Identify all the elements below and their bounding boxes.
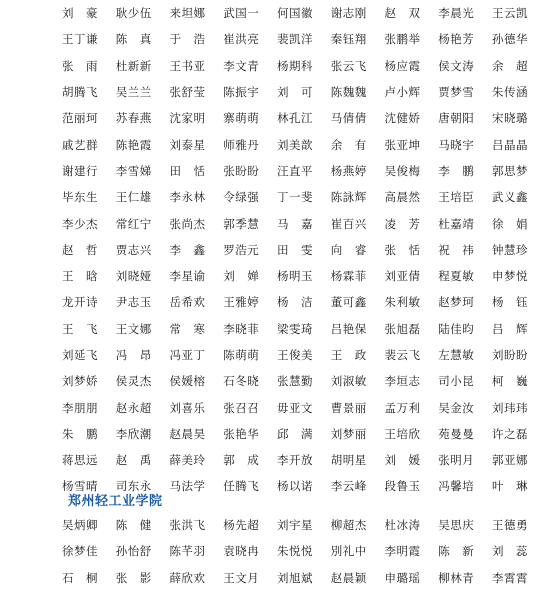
person-name: 李霄霄 xyxy=(492,570,528,585)
person-name: 左慧敏 xyxy=(438,348,475,362)
name-row xyxy=(62,184,528,210)
name-row xyxy=(62,131,528,157)
person-name: 陈 新 xyxy=(438,544,475,559)
person-name: 常 寒 xyxy=(169,321,206,336)
person-name: 杜冰涛 xyxy=(384,518,421,533)
person-name: 刘美歆 xyxy=(277,137,313,152)
name-row xyxy=(62,158,528,184)
person-name: 李云峰 xyxy=(330,479,367,494)
person-name: 何国徽 xyxy=(277,6,313,21)
name-row xyxy=(62,512,528,538)
person-name: 李开放 xyxy=(277,453,313,468)
person-name: 耿少伍 xyxy=(115,6,152,21)
person-name: 李 鹏 xyxy=(438,163,475,178)
person-name: 王俊美 xyxy=(277,348,313,362)
person-name: 龙开诗 xyxy=(62,295,98,310)
person-name: 裴云飞 xyxy=(384,348,421,362)
person-name: 张鹏举 xyxy=(384,32,421,47)
person-name: 刘晓娅 xyxy=(115,269,152,284)
person-name: 吕艳保 xyxy=(330,321,367,336)
person-name: 杨以诺 xyxy=(277,479,313,494)
person-name: 陈詠辉 xyxy=(330,190,367,205)
person-name: 王书亚 xyxy=(169,58,206,73)
person-name: 李朋朋 xyxy=(62,400,98,415)
person-name: 高晨然 xyxy=(384,190,421,205)
person-name: 张 恬 xyxy=(384,242,421,257)
person-name: 杨期科 xyxy=(277,58,313,73)
person-name: 田 雯 xyxy=(277,242,313,257)
person-name: 罗浩元 xyxy=(223,242,260,257)
person-name: 刘 豪 xyxy=(62,6,98,21)
person-name: 陈魏魏 xyxy=(330,85,367,100)
person-name: 杨 钰 xyxy=(492,295,528,310)
person-name: 申梦悦 xyxy=(492,269,528,284)
person-name: 侯媛榕 xyxy=(169,374,206,389)
name-row xyxy=(62,394,528,420)
person-name: 李星谕 xyxy=(169,269,206,284)
section-title: 郑州轻工业学院 xyxy=(68,494,163,509)
person-name: 赵晨颖 xyxy=(330,570,367,585)
person-name: 苑曼曼 xyxy=(438,426,475,441)
person-name: 李永林 xyxy=(169,190,206,205)
person-name: 张亚坤 xyxy=(384,137,421,152)
person-name: 秦钰翔 xyxy=(330,32,367,47)
person-name: 胡明星 xyxy=(330,453,367,468)
person-name: 唐朝阳 xyxy=(438,111,475,126)
person-name: 王 晗 xyxy=(62,269,98,284)
person-name: 林孔江 xyxy=(277,111,313,126)
person-name: 祝 祎 xyxy=(438,242,475,257)
person-name: 尹志玉 xyxy=(115,295,152,310)
person-name: 李欣潮 xyxy=(115,426,152,441)
person-name: 来坦娜 xyxy=(169,6,206,21)
person-name: 刘 媛 xyxy=(384,453,421,468)
person-name: 武国一 xyxy=(223,6,260,21)
person-name: 冯 昂 xyxy=(115,348,152,362)
person-name: 申璐瑶 xyxy=(384,570,421,585)
person-name: 许之磊 xyxy=(492,426,528,441)
person-name: 常红宁 xyxy=(115,216,152,231)
person-name: 赵晨昊 xyxy=(169,426,206,441)
person-name: 石冬晓 xyxy=(223,374,260,389)
person-name: 程夏敏 xyxy=(438,269,475,284)
person-name: 陈萌萌 xyxy=(223,348,260,362)
person-name: 杜嘉靖 xyxy=(438,216,475,231)
person-name: 刘 婵 xyxy=(223,269,260,284)
person-name: 陆佳昀 xyxy=(438,321,475,336)
person-name: 张云飞 xyxy=(330,58,367,73)
person-name: 杨应霞 xyxy=(384,58,421,73)
person-name: 沈健娇 xyxy=(384,111,421,126)
person-name: 杨 洁 xyxy=(277,295,313,310)
name-list-top xyxy=(62,0,528,500)
person-name: 张 雨 xyxy=(62,58,98,73)
person-name: 陈振宇 xyxy=(223,85,260,100)
person-name: 叶 琳 xyxy=(492,479,528,494)
person-name: 余 超 xyxy=(492,58,528,73)
name-row xyxy=(62,447,528,473)
person-name: 马晓宇 xyxy=(438,137,475,152)
person-name: 裴凯洋 xyxy=(277,32,313,47)
person-name: 王雅婷 xyxy=(223,295,260,310)
person-name: 张艳华 xyxy=(223,426,260,441)
person-name: 马 嘉 xyxy=(277,216,313,231)
person-name: 张舒莹 xyxy=(169,85,206,100)
person-name: 王仁雄 xyxy=(115,190,152,205)
person-name: 沈家明 xyxy=(169,111,206,126)
person-name: 吴兰兰 xyxy=(115,85,152,100)
person-name: 李垣志 xyxy=(384,374,421,389)
person-name: 任腾飞 xyxy=(223,479,260,494)
name-row xyxy=(62,79,528,105)
person-name: 王培臣 xyxy=(438,190,475,205)
person-name: 徐梦佳 xyxy=(62,544,98,559)
person-name: 凌 芳 xyxy=(384,216,421,231)
person-name: 李文青 xyxy=(223,58,260,73)
name-row xyxy=(62,26,528,52)
person-name: 李 鑫 xyxy=(169,242,206,257)
person-name: 司东永 xyxy=(115,479,152,494)
name-row xyxy=(62,316,528,342)
person-name: 郭 成 xyxy=(223,453,260,468)
person-name: 王德勇 xyxy=(492,518,528,533)
person-name: 吴思庆 xyxy=(438,518,475,533)
person-name: 梁雯琦 xyxy=(277,321,313,336)
person-name: 陈 健 xyxy=(115,518,152,533)
person-name: 朱 鹏 xyxy=(62,426,98,441)
person-name: 陈 真 xyxy=(115,32,152,47)
name-row xyxy=(62,105,528,131)
person-name: 徐 娟 xyxy=(492,216,528,231)
person-name: 刘喜乐 xyxy=(169,400,206,415)
person-name: 赵 双 xyxy=(384,6,421,21)
person-name: 刘盼盼 xyxy=(492,348,528,362)
person-name: 余 有 xyxy=(330,137,367,152)
person-name: 王 飞 xyxy=(62,321,98,336)
person-name: 杨明玉 xyxy=(277,269,313,284)
person-name: 张明月 xyxy=(438,453,475,468)
person-name: 陈芊羽 xyxy=(169,544,206,559)
person-name: 杨先超 xyxy=(223,518,260,533)
person-name: 薛美玲 xyxy=(169,453,206,468)
person-name: 刘宇星 xyxy=(277,518,313,533)
person-name: 张 影 xyxy=(115,570,152,585)
person-name: 马法学 xyxy=(169,479,206,494)
person-name: 刘 可 xyxy=(277,85,313,100)
person-name: 王丁谦 xyxy=(62,32,98,47)
person-name: 吴金汝 xyxy=(438,400,475,415)
person-name: 卢小辉 xyxy=(384,85,421,100)
person-name: 曹景丽 xyxy=(330,400,367,415)
person-name: 朱利敏 xyxy=(384,295,421,310)
name-list-bottom xyxy=(62,512,528,591)
person-name: 朱悦悦 xyxy=(277,544,313,559)
person-name: 胡腾飞 xyxy=(62,85,98,100)
person-name: 刘梦丽 xyxy=(330,426,367,441)
person-name: 赵梦珂 xyxy=(438,295,475,310)
person-name: 汪直平 xyxy=(277,163,313,178)
name-row xyxy=(62,421,528,447)
person-name: 冯馨培 xyxy=(438,479,475,494)
person-name: 郭季慧 xyxy=(223,216,260,231)
person-name: 刘旭斌 xyxy=(277,570,313,585)
person-name: 张旭磊 xyxy=(384,321,421,336)
person-name: 于 浩 xyxy=(169,32,206,47)
person-name: 赵 哲 xyxy=(62,242,98,257)
person-name: 邱 满 xyxy=(277,426,313,441)
person-name: 杨雪晴 xyxy=(62,479,98,494)
person-name: 杨燕婷 xyxy=(330,163,367,178)
person-name: 柳林青 xyxy=(438,570,475,585)
person-name: 董可鑫 xyxy=(330,295,367,310)
person-name: 段鲁玉 xyxy=(384,479,421,494)
person-name: 王文月 xyxy=(223,570,260,585)
person-name: 孙怡舒 xyxy=(115,544,152,559)
person-name: 吕 辉 xyxy=(492,321,528,336)
person-name: 李晨光 xyxy=(438,6,475,21)
person-name: 薛欣欢 xyxy=(169,570,206,585)
person-name: 王云凯 xyxy=(492,6,528,21)
person-name: 杜新新 xyxy=(115,58,152,73)
person-name: 刘梦娇 xyxy=(62,374,98,389)
person-name: 王 政 xyxy=(330,348,367,362)
person-name: 冯亚丁 xyxy=(169,348,206,362)
name-row xyxy=(62,237,528,263)
person-name: 刘亚倩 xyxy=(384,269,421,284)
name-row xyxy=(62,342,528,368)
person-name: 吴炳卿 xyxy=(62,518,98,533)
person-name: 別礼中 xyxy=(330,544,367,559)
person-name: 张召召 xyxy=(223,400,260,415)
person-name: 刘淑敏 xyxy=(330,374,367,389)
person-name: 侯灵杰 xyxy=(115,374,152,389)
person-name: 司小昆 xyxy=(438,374,475,389)
person-name: 李雪娣 xyxy=(115,163,152,178)
person-name: 赵永超 xyxy=(115,400,152,415)
person-name: 戚艺群 xyxy=(62,137,98,152)
person-name: 范丽珂 xyxy=(62,111,98,126)
name-row xyxy=(62,53,528,79)
person-name: 马倩倩 xyxy=(330,111,367,126)
person-name: 郭亚娜 xyxy=(492,453,528,468)
person-name: 朱传涵 xyxy=(492,85,528,100)
person-name: 陈艳霞 xyxy=(115,137,152,152)
person-name: 田 恬 xyxy=(169,163,206,178)
person-name: 刘泰星 xyxy=(169,137,206,152)
person-name: 柯 巍 xyxy=(492,374,528,389)
person-name: 李少杰 xyxy=(62,216,98,231)
person-name: 郭思梦 xyxy=(492,163,528,178)
person-name: 李晓菲 xyxy=(223,321,260,336)
name-row xyxy=(62,538,528,564)
person-name: 刘 蕊 xyxy=(492,544,528,559)
name-row xyxy=(62,263,528,289)
name-row xyxy=(62,289,528,315)
person-name: 令绿强 xyxy=(223,190,260,205)
name-row xyxy=(62,0,528,26)
person-name: 向 睿 xyxy=(330,242,367,257)
person-name: 苏春燕 xyxy=(115,111,152,126)
person-name: 王培欣 xyxy=(384,426,421,441)
person-name: 张盼盼 xyxy=(223,163,260,178)
person-name: 贾志兴 xyxy=(115,242,152,257)
person-name: 赵 禹 xyxy=(115,453,152,468)
person-name: 毕东生 xyxy=(62,190,98,205)
person-name: 杨霖菲 xyxy=(330,269,367,284)
person-name: 李明霞 xyxy=(384,544,421,559)
name-row xyxy=(62,210,528,236)
person-name: 谢建行 xyxy=(62,163,98,178)
person-name: 刘延飞 xyxy=(62,348,98,362)
person-name: 钟慧珍 xyxy=(492,242,528,257)
person-name: 王文娜 xyxy=(115,321,152,336)
person-name: 柳超杰 xyxy=(330,518,367,533)
person-name: 师雅丹 xyxy=(223,137,260,152)
person-name: 崔洪亮 xyxy=(223,32,260,47)
person-name: 孟万利 xyxy=(384,400,421,415)
person-name: 宋晓璐 xyxy=(492,111,528,126)
person-name: 寨萌萌 xyxy=(223,111,260,126)
person-name: 贾梦雪 xyxy=(438,85,475,100)
person-name: 杨艳芳 xyxy=(438,32,475,47)
person-name: 孙德华 xyxy=(492,32,528,47)
person-name: 张慧勤 xyxy=(277,374,313,389)
person-name: 吴俊梅 xyxy=(384,163,421,178)
person-name: 石 桐 xyxy=(62,570,98,585)
person-name: 谢志刚 xyxy=(330,6,367,21)
person-name: 吕晶晶 xyxy=(492,137,528,152)
person-name: 蒋思远 xyxy=(62,453,98,468)
person-name: 武义鑫 xyxy=(492,190,528,205)
person-name: 张洪飞 xyxy=(169,518,206,533)
name-row xyxy=(62,565,528,591)
person-name: 刘玮玮 xyxy=(492,400,528,415)
person-name: 毋亚文 xyxy=(277,400,313,415)
person-name: 袁晓冉 xyxy=(223,544,260,559)
person-name: 丁一斐 xyxy=(277,190,313,205)
name-row xyxy=(62,368,528,394)
person-name: 侯文涛 xyxy=(438,58,475,73)
person-name: 岳希欢 xyxy=(169,295,206,310)
person-name: 崔百兴 xyxy=(330,216,367,231)
person-name: 张尚杰 xyxy=(169,216,206,231)
